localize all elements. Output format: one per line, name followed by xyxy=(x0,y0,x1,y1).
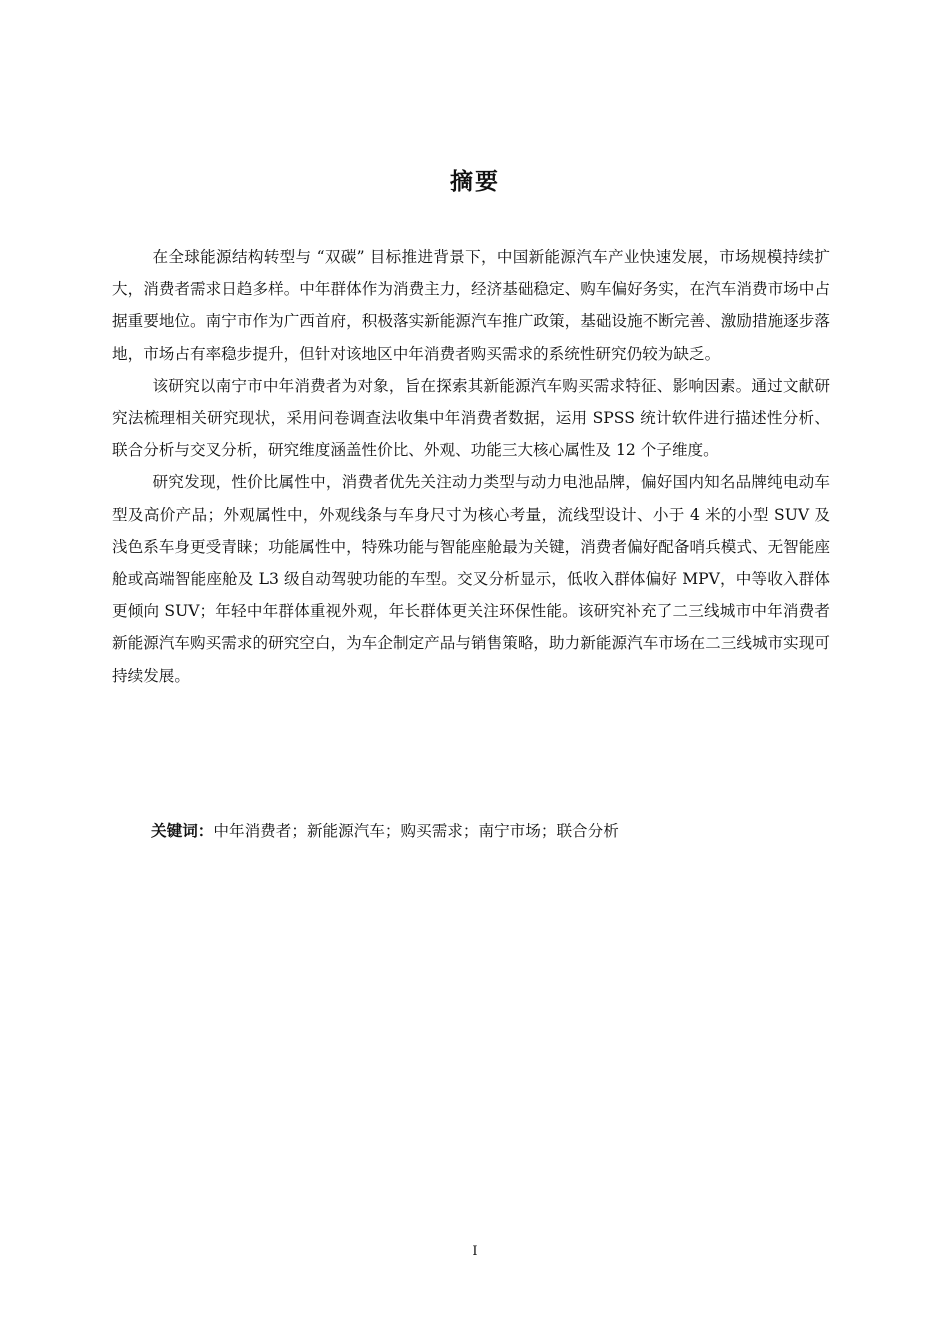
abstract-body xyxy=(112,241,830,692)
keywords-line xyxy=(151,815,841,847)
abstract-paragraph-1: 在全球能源结构转型与 “双碳” 目标推进背景下，中国新能源汽车产业快速发展，市场规模持续扩大，消费者需求日趋多样。中年群体作为消费主力，经济基础稳定、购车偏好务实，在汽车消费市场中占据重要地位。南宁市作为广西首府，积极落实新能源汽车推广政策，基础设施不断完善、激励措施逐步落地，市场占有率稳步提升，但针对该地区中年消费者购买需求的系统性研究仍较为缺乏。 xyxy=(112,248,830,363)
abstract-paragraph-3: 研究发现，性价比属性中，消费者优先关注动力类型与动力电池品牌，偏好国内知名品牌纯电动车型及高价产品；外观属性中，外观线条与车身尺寸为核心考量，流线型设计、小于 4 米的小型 SUV 及浅色系车身更受青睐；功能属性中，特殊功能与智能座舱最为关键，消费者偏好配备哨兵模式、无智能座舱或高端智能座舱及 L3 级自动驾驶功能的车型。交叉分析显示，低收入群体偏好 MPV，中等收入群体更倾向 SUV；年轻中年群体重视外观，年长群体更关注环保性能。该研究补充了二三线城市中年消费者新能源汽车购买需求的研究空白，为车企制定产品与销售策略，助力新能源汽车市场在二三线城市实现可持续发展。 xyxy=(112,473,830,685)
page-number: I xyxy=(472,1244,478,1259)
page-title: 摘要 xyxy=(450,169,500,195)
abstract-paragraph-2: 该研究以南宁市中年消费者为对象，旨在探索其新能源汽车购买需求特征、影响因素。通过文献研究法梳理相关研究现状，采用问卷调查法收集中年消费者数据，运用 SPSS 统计软件进行描述性分析、联合分析与交叉分析，研究维度涵盖性价比、外观、功能三大核心属性及 12 个子维度。 xyxy=(112,376,830,460)
keywords-text: 中年消费者；新能源汽车；购买需求；南宁市场；联合分析 xyxy=(213,822,619,840)
keywords-label: 关键词： xyxy=(151,822,214,840)
